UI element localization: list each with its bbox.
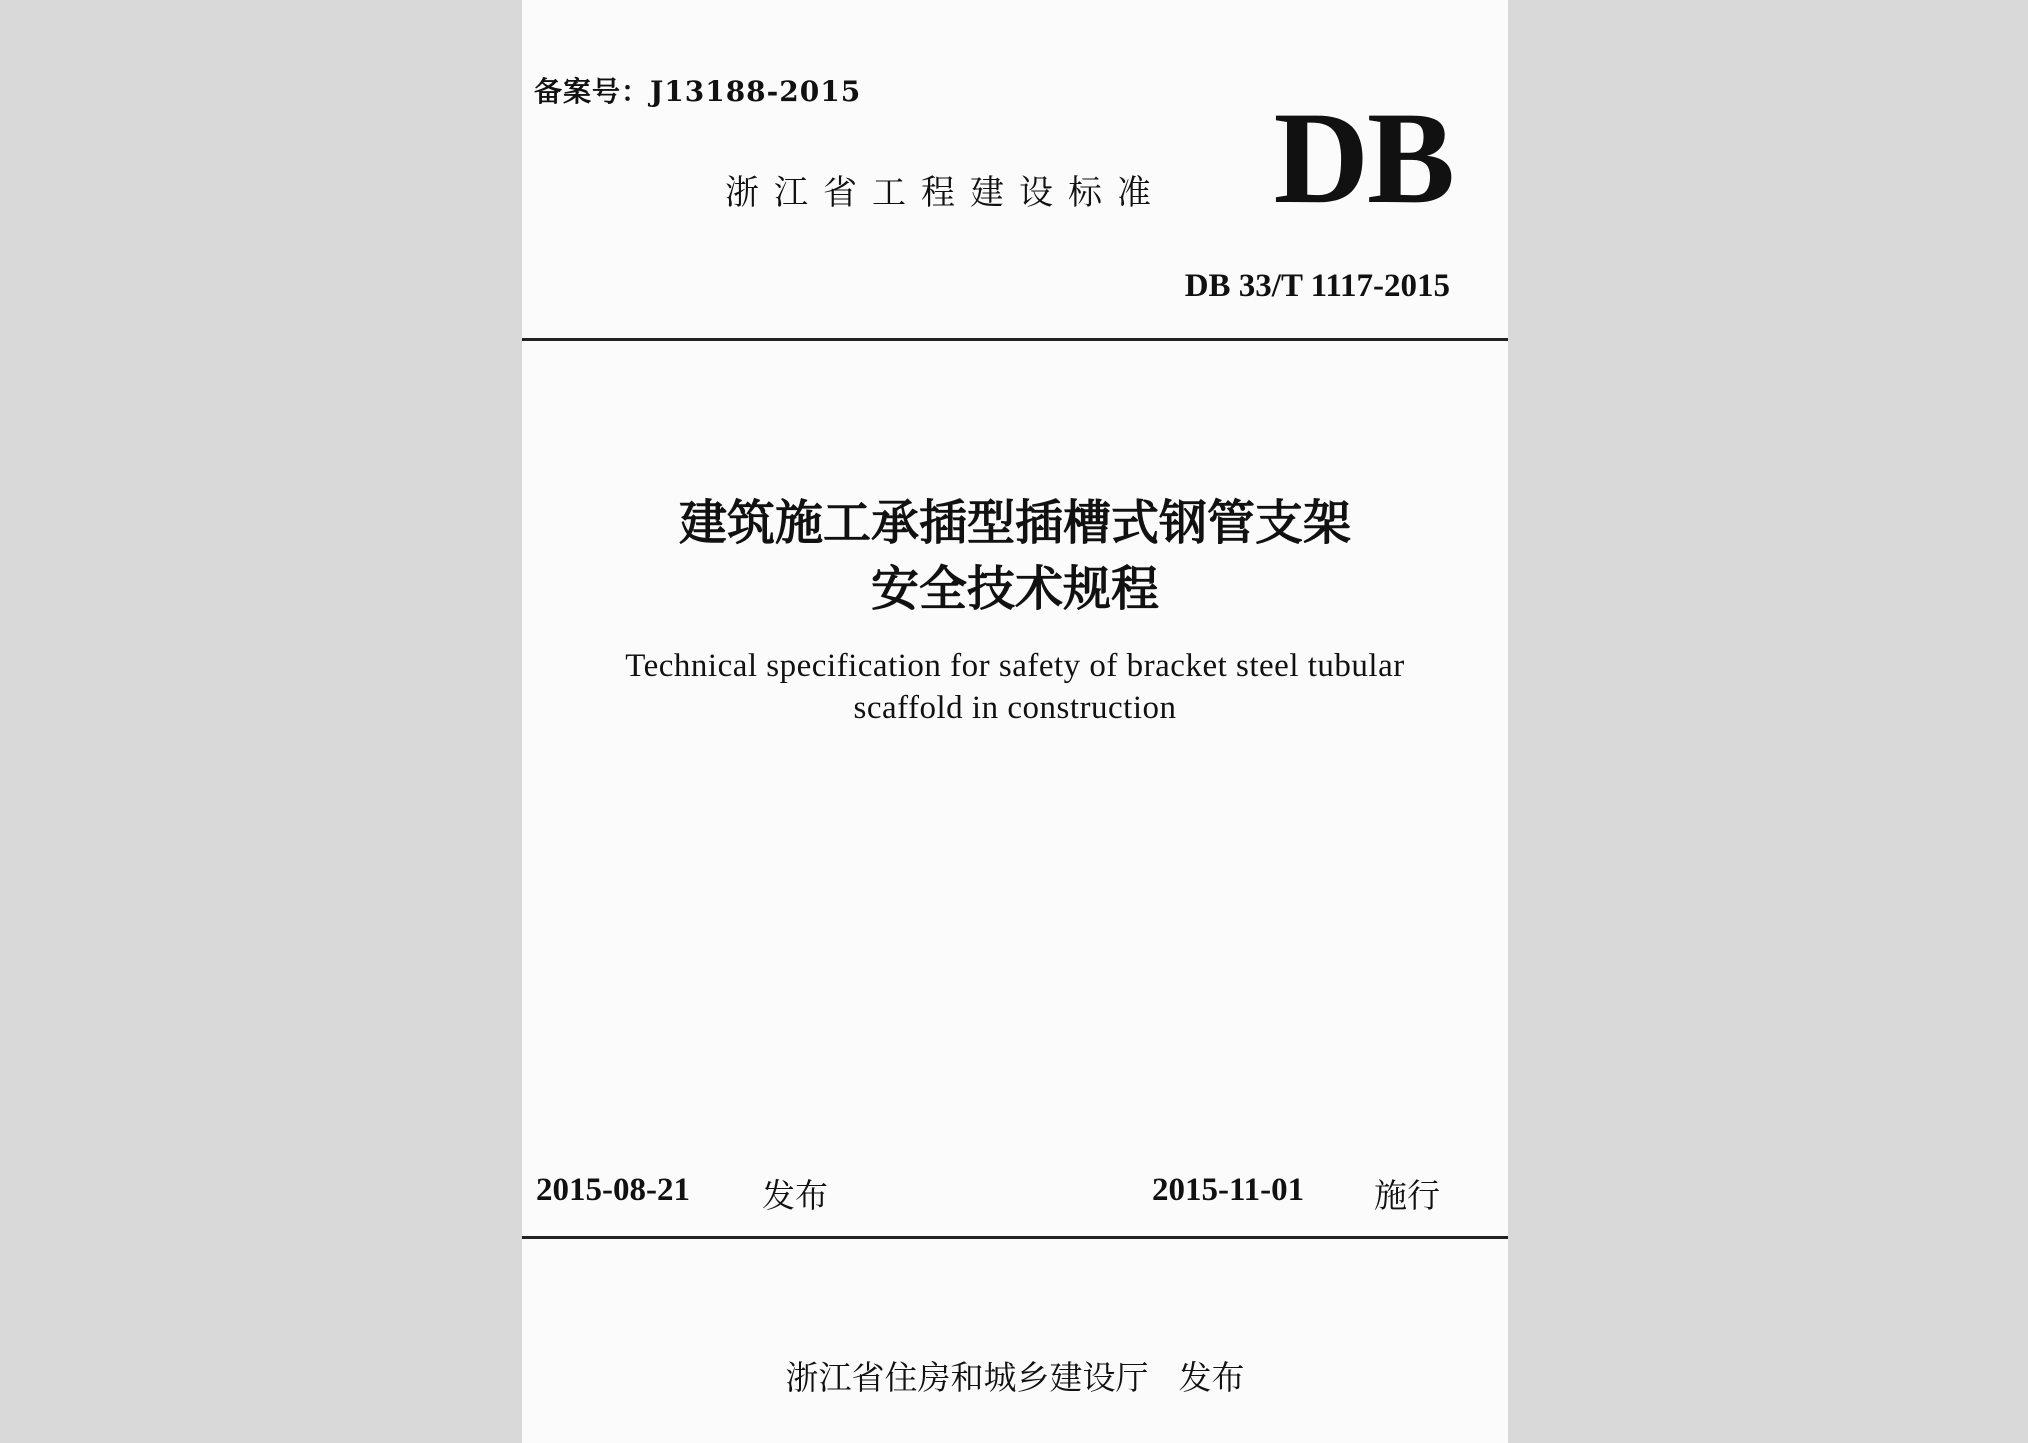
chinese-title: [522, 490, 1508, 622]
implementation-date: 2015-11-01: [1152, 1172, 1305, 1208]
top-divider: [522, 338, 1508, 341]
english-title: [522, 645, 1508, 729]
english-title-line-2: scaffold in construction: [853, 690, 1177, 726]
chinese-title-line-1: 建筑施工承插型插槽式钢管支架: [678, 495, 1351, 551]
issuer-name: 浙江省住房和城乡建设厅: [785, 1358, 1149, 1397]
provincial-standard-label: 浙江省工程建设标准: [725, 173, 1166, 213]
implementation-label: 施行: [1374, 1176, 1440, 1215]
db-standard-mark: DB: [1273, 84, 1453, 231]
document-cover: [522, 0, 1508, 1443]
release-date: 2015-08-21: [536, 1172, 690, 1208]
bottom-divider: [522, 1236, 1508, 1239]
filing-number: 备案号：J13188-2015: [534, 75, 862, 108]
release-label: 发布: [762, 1176, 828, 1215]
issuer-action: 发布: [1178, 1358, 1245, 1397]
issuing-authority: [522, 1352, 1508, 1399]
standard-number: DB 33/T 1117-2015: [1184, 268, 1450, 304]
english-title-line-1: Technical specification for safety of bracket steel tubular: [625, 648, 1405, 684]
chinese-title-line-2: 安全技术规程: [870, 561, 1159, 617]
